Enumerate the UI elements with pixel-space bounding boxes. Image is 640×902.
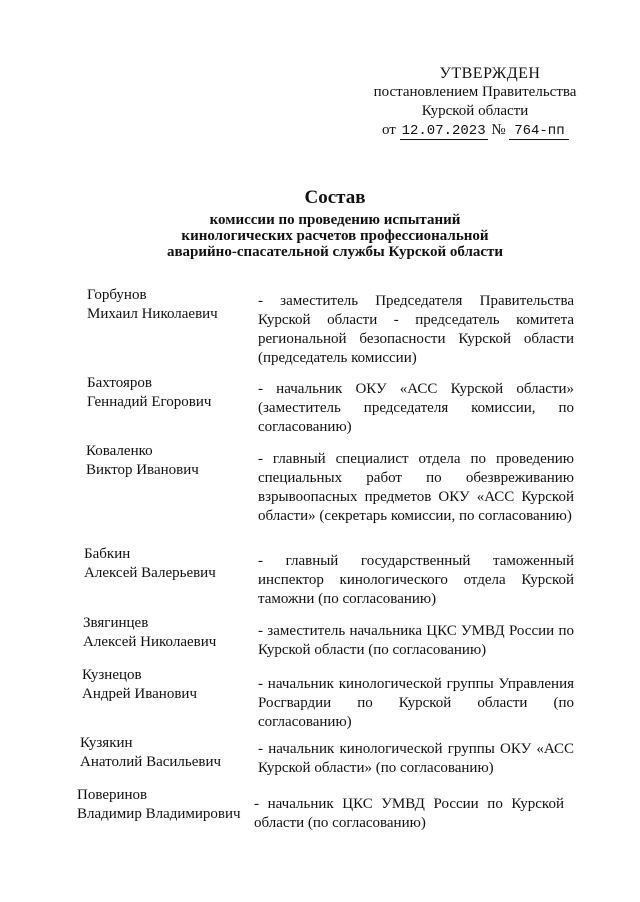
approval-number: 764-пп	[509, 123, 569, 140]
member-given-names: Андрей Иванович	[82, 686, 197, 702]
member-surname: Коваленко	[86, 443, 153, 459]
member-given-names: Анатолий Васильевич	[80, 754, 222, 770]
member-given-names: Виктор Иванович	[86, 462, 199, 478]
approval-date: 12.07.2023	[401, 123, 486, 139]
member-surname: Кузякин	[80, 735, 133, 751]
document-title: Состав	[304, 187, 366, 208]
member-given-names: Михаил Николаевич	[87, 306, 218, 322]
document-subtitle-line-2: кинологических расчетов профессиональной	[181, 228, 489, 244]
member-surname: Бабкин	[84, 546, 131, 562]
member-role: - главный специалист отдела по проведению специальных работ по обезвреживанию взрывоопасных предметов ОКУ «АСС Курской области» (секретарь комиссии, по согласованию)	[258, 451, 574, 524]
member-name	[87, 286, 267, 324]
document-title-block	[100, 186, 570, 260]
member-role: - заместитель Председателя Правительства Курской области - председатель комитета региональной безопасности Курской области (председатель комиссии)	[258, 293, 574, 366]
member-role: - заместитель начальника ЦКС УМВД России по Курской области (по согласованию)	[258, 623, 574, 658]
member-surname: Бахтояров	[87, 375, 152, 391]
member-name	[77, 786, 267, 824]
document-subtitle-line-3: аварийно-спасательной службы Курской области	[166, 244, 504, 260]
member-given-names: Владимир Владимирович	[77, 806, 241, 822]
approval-line-2: Курской области	[421, 103, 529, 119]
member-role: - главный государственный таможенный инспектор кинологического отдела Курской таможни (по согласованию)	[258, 553, 574, 607]
member-surname: Горбунов	[87, 287, 147, 303]
member-name	[82, 666, 262, 704]
member-given-names: Алексей Валерьевич	[84, 565, 216, 581]
approval-date-line	[360, 121, 590, 140]
approved-heading: УТВЕРЖДЕН	[439, 65, 541, 82]
member-name	[80, 734, 260, 772]
member-name	[86, 442, 266, 480]
member-role: - начальник ЦКС УМВД России по Курской области (по согласованию)	[254, 796, 564, 831]
member-role: - начальник кинологической группы ОКУ «АСС Курской области» (по согласованию)	[258, 741, 574, 776]
approval-line-1: постановлением Правительства	[373, 84, 577, 100]
member-given-names: Геннадий Егорович	[87, 394, 212, 410]
document-subtitle-line-1: комиссии по проведению испытаний	[209, 212, 461, 228]
member-surname: Звягинцев	[83, 615, 149, 631]
member-surname: Поверинов	[77, 787, 148, 803]
member-role: - начальник ОКУ «АСС Курской области» (заместитель председателя комиссии, по согласованию)	[258, 381, 574, 435]
member-given-names: Алексей Николаевич	[83, 634, 217, 650]
member-name	[83, 614, 263, 652]
member-name	[84, 545, 264, 583]
member-name	[87, 374, 267, 412]
approval-number-sign: №	[491, 122, 506, 138]
approval-stamp-block	[360, 64, 590, 140]
member-surname: Кузнецов	[82, 667, 142, 683]
member-role: - начальник кинологической группы Управления Росгвардии по Курской области (по согласованию)	[258, 676, 574, 730]
approval-from-label: от	[382, 122, 396, 138]
